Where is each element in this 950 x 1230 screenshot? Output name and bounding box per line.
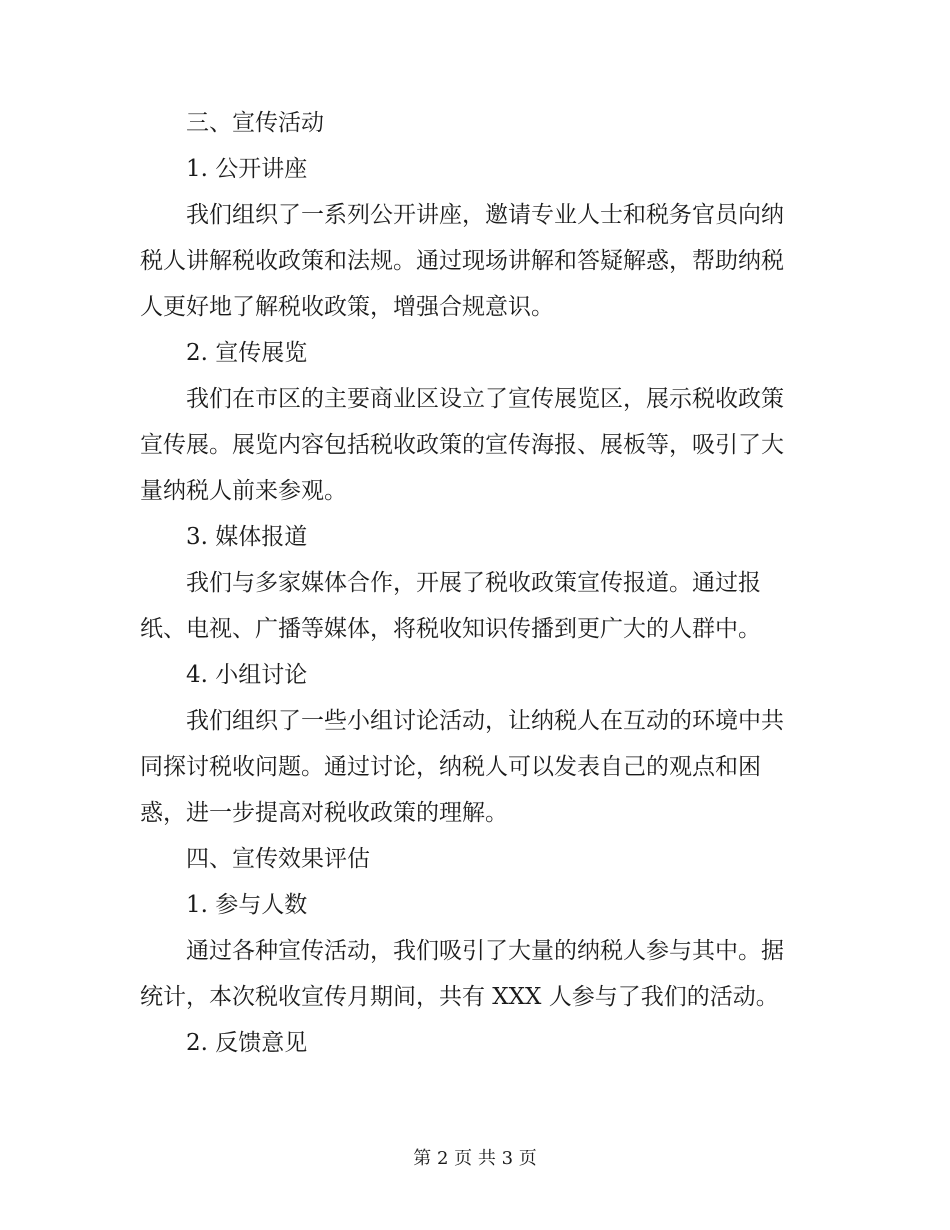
text-line: 宣传展。展览内容包括税收政策的宣传海报、展板等，吸引了大 — [140, 432, 784, 458]
text-line: 三、宣传活动 — [186, 110, 324, 136]
text-line: 纸、电视、广播等媒体，将税收知识传播到更广大的人群中。 — [140, 616, 761, 642]
text-line: 1. 参与人数 — [186, 892, 308, 918]
text-line: 通过各种宣传活动，我们吸引了大量的纳税人参与其中。据 — [186, 938, 784, 964]
text-line: 量纳税人前来参观。 — [140, 478, 347, 504]
document-body — [140, 100, 810, 1066]
text-line: 3. 媒体报道 — [186, 524, 308, 550]
text-line: 惑，进一步提高对税收政策的理解。 — [140, 800, 508, 826]
text-line: 统计，本次税收宣传月期间，共有 XXX 人参与了我们的活动。 — [140, 984, 779, 1010]
text-line: 2. 反馈意见 — [186, 1030, 308, 1056]
text-line: 税人讲解税收政策和法规。通过现场讲解和答疑解惑，帮助纳税 — [140, 248, 784, 274]
text-line: 4. 小组讨论 — [186, 662, 308, 688]
text-line: 我们组织了一系列公开讲座，邀请专业人士和税务官员向纳 — [186, 202, 784, 228]
text-line: 人更好地了解税收政策，增强合规意识。 — [140, 294, 554, 320]
text-line: 1. 公开讲座 — [186, 156, 308, 182]
text-line: 我们在市区的主要商业区设立了宣传展览区，展示税收政策 — [186, 386, 784, 412]
text-line: 同探讨税收问题。通过讨论，纳税人可以发表自己的观点和困 — [140, 754, 761, 780]
text-line: 2. 宣传展览 — [186, 340, 308, 366]
text-line: 我们组织了一些小组讨论活动，让纳税人在互动的环境中共 — [186, 708, 784, 734]
page-footer: 第 2 页 共 3 页 — [413, 1148, 537, 1169]
text-line: 我们与多家媒体合作，开展了税收政策宣传报道。通过报 — [186, 570, 761, 596]
text-line: 四、宣传效果评估 — [186, 846, 370, 872]
